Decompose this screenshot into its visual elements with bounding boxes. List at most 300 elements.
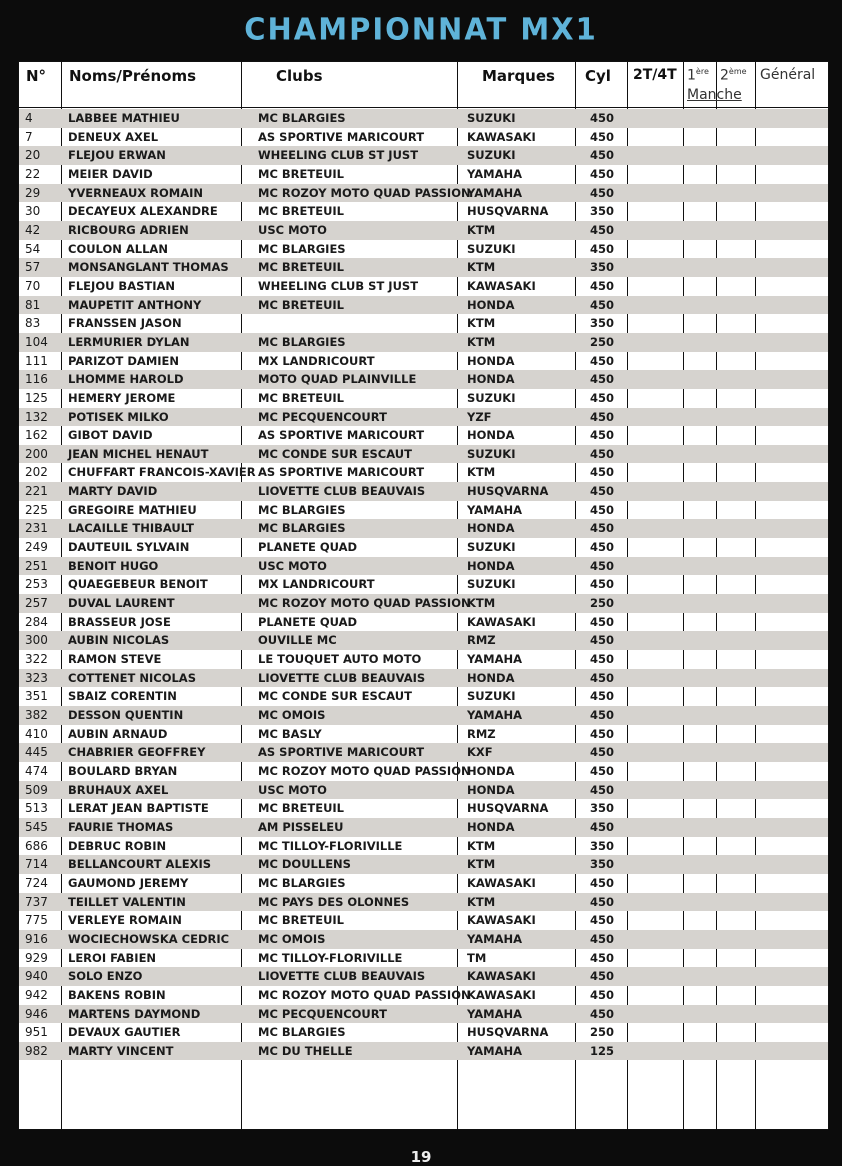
rider-name: GREGOIRE MATHIEU — [68, 502, 197, 517]
rider-brand: SUZUKI — [467, 577, 516, 592]
rider-number: 300 — [25, 633, 48, 648]
rider-number: 221 — [25, 484, 48, 499]
rider-number: 225 — [25, 502, 48, 517]
rider-club: MC CONDE SUR ESCAUT — [258, 689, 412, 704]
rider-name: POTISEK MILKO — [68, 409, 169, 424]
rider-brand: KAWASAKI — [467, 969, 536, 984]
rider-brand: KAWASAKI — [467, 129, 536, 144]
rider-number: 951 — [25, 1025, 48, 1040]
rider-club: WHEELING CLUB ST JUST — [258, 278, 419, 293]
rider-name: FLEJOU ERWAN — [68, 148, 166, 163]
table-row — [19, 519, 828, 538]
table-row — [19, 202, 828, 221]
table-row — [19, 893, 828, 912]
rider-cyl: 450 — [590, 446, 615, 461]
rider-number: 104 — [25, 334, 48, 349]
table-row — [19, 949, 828, 968]
rider-brand: KTM — [467, 334, 496, 349]
rider-name: LERMURIER DYLAN — [68, 334, 190, 349]
table-row — [19, 408, 828, 427]
rider-name: RICBOURG ADRIEN — [68, 222, 189, 237]
rider-name: DESSON QUENTIN — [68, 708, 184, 722]
rider-number: 323 — [25, 670, 48, 685]
rider-cyl: 450 — [590, 670, 615, 685]
table-row — [19, 165, 828, 184]
table-row — [19, 818, 828, 837]
table-row — [19, 538, 828, 557]
rider-name: SOLO ENZO — [68, 969, 143, 984]
table-row — [19, 930, 828, 949]
rider-club: WHEELING CLUB ST JUST — [258, 148, 419, 163]
rider-cyl: 450 — [590, 278, 615, 293]
rider-number: 916 — [25, 931, 48, 946]
rider-number: 322 — [25, 652, 48, 667]
rider-brand: HONDA — [467, 521, 515, 536]
table-row — [19, 911, 828, 930]
rider-club: PLANETE QUAD — [258, 614, 358, 629]
rider-brand: KTM — [467, 857, 496, 872]
rider-name: MAUPETIT ANTHONY — [68, 297, 202, 312]
rider-number: 929 — [25, 950, 48, 965]
rider-name: LABBEE MATHIEU — [68, 111, 180, 125]
rider-cyl: 450 — [590, 166, 615, 181]
rider-club: MC ROZOY MOTO QUAD PASSION — [258, 185, 471, 200]
rider-name: COULON ALLAN — [68, 241, 168, 256]
rider-cyl: 350 — [590, 260, 615, 275]
rider-name: VERLEYE ROMAIN — [68, 913, 182, 928]
rider-brand: YAMAHA — [467, 185, 522, 200]
rider-cyl: 450 — [590, 372, 615, 387]
table-row — [19, 370, 828, 389]
rider-cyl: 250 — [590, 596, 615, 611]
rider-club: USC MOTO — [258, 782, 327, 797]
table-row — [19, 352, 828, 371]
rider-number: 257 — [25, 596, 48, 611]
rider-club: MC BRETEUIL — [258, 390, 345, 405]
rider-brand: HONDA — [467, 763, 515, 778]
rider-cyl: 350 — [590, 316, 615, 331]
rider-brand: HONDA — [467, 297, 515, 312]
rider-club: AS SPORTIVE MARICOURT — [258, 465, 425, 480]
rider-brand: TM — [467, 950, 487, 965]
rider-name: DEBRUC ROBIN — [68, 838, 167, 853]
rider-number: 775 — [25, 913, 48, 928]
rider-cyl: 450 — [590, 297, 615, 312]
rider-cyl: 250 — [590, 1025, 615, 1040]
rider-brand: KAWASAKI — [467, 875, 536, 890]
rider-name: MEIER DAVID — [68, 166, 153, 181]
rider-number: 513 — [25, 801, 48, 816]
rider-name: COTTENET NICOLAS — [68, 670, 196, 685]
rider-name: DAUTEUIL SYLVAIN — [68, 540, 190, 555]
rider-brand: KAWASAKI — [467, 987, 536, 1002]
table-row — [19, 575, 828, 594]
rider-cyl: 450 — [590, 540, 615, 555]
rider-cyl: 125 — [590, 1043, 615, 1058]
rider-cyl: 450 — [590, 894, 615, 909]
rider-club: MC BRETEUIL — [258, 913, 345, 928]
table-row — [19, 706, 828, 725]
rider-name: FAURIE THOMAS — [68, 819, 174, 834]
rider-brand: KTM — [467, 222, 496, 237]
rider-number: 545 — [25, 819, 48, 834]
table-row — [19, 221, 828, 240]
rider-number: 942 — [25, 987, 48, 1002]
table-row — [19, 669, 828, 688]
rider-brand: KXF — [467, 745, 493, 760]
rider-number: 249 — [25, 540, 48, 555]
rider-cyl: 450 — [590, 614, 615, 629]
rider-number: 284 — [25, 614, 48, 629]
rider-club: OUVILLE MC — [258, 633, 337, 648]
rider-club: MC BLARGIES — [258, 521, 346, 536]
rider-cyl: 450 — [590, 185, 615, 200]
rider-name: BENOIT HUGO — [68, 558, 159, 573]
rider-number: 946 — [25, 1006, 48, 1021]
table-row — [19, 1023, 828, 1042]
rider-name: LACAILLE THIBAULT — [68, 521, 195, 536]
rider-cyl: 450 — [590, 913, 615, 928]
rider-cyl: 450 — [590, 353, 615, 368]
rider-name: AUBIN ARNAUD — [68, 726, 168, 741]
rider-name: BAKENS ROBIN — [68, 987, 166, 1002]
rider-club: AS SPORTIVE MARICOURT — [258, 745, 425, 760]
rider-club: AS SPORTIVE MARICOURT — [258, 129, 425, 144]
table-row — [19, 389, 828, 408]
rider-name: LHOMME HAROLD — [68, 372, 184, 387]
rider-brand: YAMAHA — [467, 1006, 522, 1021]
rider-cyl: 350 — [590, 857, 615, 872]
table-row — [19, 743, 828, 762]
rider-brand: SUZUKI — [467, 111, 516, 125]
rider-number: 4 — [25, 111, 33, 125]
page-number: 19 — [410, 1148, 432, 1166]
header-manche-1: 1ère — [687, 67, 709, 84]
table-row — [19, 445, 828, 464]
rider-brand: KTM — [467, 260, 496, 275]
rider-cyl: 450 — [590, 782, 615, 797]
rider-name: YVERNEAUX ROMAIN — [68, 185, 204, 200]
rider-name: FRANSSEN JASON — [68, 316, 182, 331]
rider-number: 111 — [25, 353, 48, 368]
table-row — [19, 855, 828, 874]
rider-club: MX LANDRICOURT — [258, 353, 375, 368]
table-row — [19, 426, 828, 445]
rider-name: WOCIECHOWSKA CEDRIC — [68, 931, 230, 946]
table-row — [19, 258, 828, 277]
rider-name: PARIZOT DAMIEN — [68, 353, 180, 368]
rider-brand: SUZUKI — [467, 148, 516, 163]
rider-name: MARTY VINCENT — [68, 1043, 174, 1058]
table-row — [19, 277, 828, 296]
table-row — [19, 333, 828, 352]
rider-brand: HONDA — [467, 819, 515, 834]
rider-brand: YAMAHA — [467, 931, 522, 946]
rider-number: 30 — [25, 204, 41, 219]
rider-club: MC BRETEUIL — [258, 260, 345, 275]
rider-brand: KTM — [467, 838, 496, 853]
rider-club: MOTO QUAD PLAINVILLE — [258, 372, 417, 387]
header-manche-2: 2ème — [720, 67, 747, 84]
table-row — [19, 874, 828, 893]
rider-name: SBAIZ CORENTIN — [68, 689, 177, 704]
table-row — [19, 594, 828, 613]
rider-club: MC PECQUENCOURT — [258, 409, 387, 424]
table-row — [19, 986, 828, 1005]
rider-number: 83 — [25, 316, 41, 331]
rider-cyl: 450 — [590, 222, 615, 237]
rider-brand: SUZUKI — [467, 446, 516, 461]
rider-brand: HONDA — [467, 558, 515, 573]
rider-name: BOULARD BRYAN — [68, 763, 178, 778]
rider-cyl: 450 — [590, 950, 615, 965]
rider-cyl: 350 — [590, 838, 615, 853]
rider-cyl: 350 — [590, 801, 615, 816]
rider-number: 125 — [25, 390, 48, 405]
rider-name: BELLANCOURT ALEXIS — [68, 857, 212, 872]
table-row — [19, 781, 828, 800]
rider-club: MC BRETEUIL — [258, 204, 345, 219]
rider-cyl: 450 — [590, 819, 615, 834]
rider-number: 253 — [25, 577, 48, 592]
page-title: CHAMPIONNAT MX1 — [244, 11, 598, 47]
header-general: Général — [760, 67, 816, 83]
rider-name: BRASSEUR JOSE — [68, 614, 171, 629]
rider-brand: HONDA — [467, 782, 515, 797]
table-row — [19, 631, 828, 650]
rider-brand: SUZUKI — [467, 390, 516, 405]
rider-cyl: 450 — [590, 726, 615, 741]
rider-number: 251 — [25, 558, 48, 573]
rider-brand: YZF — [467, 409, 492, 424]
header-divider — [19, 107, 828, 108]
rider-name: GIBOT DAVID — [68, 428, 153, 443]
rider-number: 351 — [25, 689, 48, 704]
rider-brand: HONDA — [467, 428, 515, 443]
rider-number: 200 — [25, 446, 48, 461]
rider-club: MC PECQUENCOURT — [258, 1006, 387, 1021]
rider-club: MC OMOIS — [258, 931, 326, 946]
rider-cyl: 350 — [590, 204, 615, 219]
rider-club: MC BLARGIES — [258, 111, 346, 125]
table-row — [19, 557, 828, 576]
rider-brand: YAMAHA — [467, 1043, 522, 1058]
rider-cyl: 450 — [590, 502, 615, 517]
rider-club: MC BRETEUIL — [258, 166, 345, 181]
rider-name: QUAEGEBEUR BENOIT — [68, 577, 208, 592]
rider-cyl: 450 — [590, 652, 615, 667]
table-row — [19, 482, 828, 501]
table-row — [19, 687, 828, 706]
table-row — [19, 314, 828, 333]
table-row — [19, 184, 828, 203]
rider-cyl: 450 — [590, 409, 615, 424]
rider-cyl: 450 — [590, 745, 615, 760]
rider-number: 686 — [25, 838, 48, 853]
rider-number: 202 — [25, 465, 48, 480]
rider-name: DUVAL LAURENT — [68, 596, 175, 611]
rider-brand: KAWASAKI — [467, 278, 536, 293]
rider-club: MC BLARGIES — [258, 241, 346, 256]
rider-name: LERAT JEAN BAPTISTE — [68, 801, 209, 816]
table-row — [19, 1005, 828, 1024]
rider-brand: KAWASAKI — [467, 614, 536, 629]
rider-brand: YAMAHA — [467, 708, 522, 722]
table-row — [19, 128, 828, 147]
table-row — [19, 296, 828, 315]
rider-club: LIOVETTE CLUB BEAUVAIS — [258, 969, 426, 984]
rider-club: USC MOTO — [258, 222, 327, 237]
header-club: Clubs — [276, 67, 323, 85]
rider-number: 410 — [25, 726, 48, 741]
rider-number: 29 — [25, 185, 41, 200]
header-stroke: 2T/4T — [633, 67, 677, 83]
rider-cyl: 450 — [590, 111, 615, 125]
header-brand: Marques — [482, 67, 555, 85]
rider-cyl: 450 — [590, 763, 615, 778]
table-row — [19, 463, 828, 482]
rider-brand: KTM — [467, 596, 496, 611]
table-row — [19, 146, 828, 165]
rider-club: AS SPORTIVE MARICOURT — [258, 428, 425, 443]
rider-club: MC ROZOY MOTO QUAD PASSION — [258, 987, 471, 1002]
rider-club: LIOVETTE CLUB BEAUVAIS — [258, 484, 426, 499]
table-row — [19, 967, 828, 986]
rider-cyl: 450 — [590, 1006, 615, 1021]
rider-club: MC BLARGIES — [258, 875, 346, 890]
rider-cyl: 450 — [590, 428, 615, 443]
rider-number: 714 — [25, 857, 48, 872]
rider-club: MC OMOIS — [258, 708, 326, 722]
rider-cyl: 450 — [590, 558, 615, 573]
rider-name: CHABRIER GEOFFREY — [68, 745, 206, 760]
rider-number: 22 — [25, 166, 41, 181]
rider-brand: HUSQVARNA — [467, 1025, 549, 1040]
rider-number: 940 — [25, 969, 48, 984]
rider-brand: YAMAHA — [467, 652, 522, 667]
rider-number: 7 — [25, 129, 33, 144]
rider-brand: HUSQVARNA — [467, 484, 549, 499]
riders-table — [18, 61, 829, 1130]
rider-name: CHUFFART FRANCOIS-XAVIER — [68, 465, 256, 480]
rider-name: HEMERY JEROME — [68, 390, 176, 405]
rider-brand: KTM — [467, 894, 496, 909]
rider-brand: KTM — [467, 465, 496, 480]
header-cyl: Cyl — [585, 67, 611, 85]
rider-cyl: 450 — [590, 969, 615, 984]
rider-cyl: 450 — [590, 521, 615, 536]
rider-number: 70 — [25, 278, 41, 293]
rider-club: MC CONDE SUR ESCAUT — [258, 446, 412, 461]
rider-cyl: 450 — [590, 931, 615, 946]
rider-club: LIOVETTE CLUB BEAUVAIS — [258, 670, 426, 685]
rider-club: MC ROZOY MOTO QUAD PASSION — [258, 596, 471, 611]
rider-club: MX LANDRICOURT — [258, 577, 375, 592]
rider-number: 20 — [25, 148, 41, 163]
rider-club: MC BASLY — [258, 726, 322, 741]
table-row — [19, 650, 828, 669]
rider-club: MC ROZOY MOTO QUAD PASSION — [258, 763, 471, 778]
rider-brand: RMZ — [467, 633, 496, 648]
rider-number: 57 — [25, 260, 41, 275]
rider-club: MC BLARGIES — [258, 334, 346, 349]
rider-club: MC PAYS DES OLONNES — [258, 894, 410, 909]
table-row — [19, 1042, 828, 1061]
rider-club: MC TILLOY-FLORIVILLE — [258, 838, 403, 853]
rider-name: FLEJOU BASTIAN — [68, 278, 176, 293]
rider-name: DECAYEUX ALEXANDRE — [68, 204, 218, 219]
rider-cyl: 450 — [590, 633, 615, 648]
rider-club: MC BRETEUIL — [258, 297, 345, 312]
rider-brand: SUZUKI — [467, 689, 516, 704]
rider-cyl: 450 — [590, 708, 615, 722]
rider-brand: YAMAHA — [467, 502, 522, 517]
table-row — [19, 762, 828, 781]
table-row — [19, 240, 828, 259]
rider-name: TEILLET VALENTIN — [68, 894, 186, 909]
rider-brand: HONDA — [467, 670, 515, 685]
rider-brand: SUZUKI — [467, 241, 516, 256]
rider-club: MC TILLOY-FLORIVILLE — [258, 950, 403, 965]
table-row — [19, 725, 828, 744]
rider-cyl: 450 — [590, 129, 615, 144]
rider-number: 132 — [25, 409, 48, 424]
rider-club: LE TOUQUET AUTO MOTO — [258, 652, 422, 667]
table-row — [19, 837, 828, 856]
rider-name: RAMON STEVE — [68, 652, 162, 667]
rider-club: MC DU THELLE — [258, 1043, 353, 1058]
rider-number: 724 — [25, 875, 48, 890]
rider-club: MC BLARGIES — [258, 1025, 346, 1040]
rider-brand: KTM — [467, 316, 496, 331]
rider-brand: SUZUKI — [467, 540, 516, 555]
rider-brand: HONDA — [467, 353, 515, 368]
rider-number: 382 — [25, 708, 48, 722]
rider-club: AM PISSELEU — [258, 819, 344, 834]
table-row — [19, 613, 828, 632]
rider-number: 509 — [25, 782, 48, 797]
rider-club: MC BLARGIES — [258, 502, 346, 517]
rider-club: PLANETE QUAD — [258, 540, 358, 555]
rider-name: DEVAUX GAUTIER — [68, 1025, 181, 1040]
rider-name: LEROI FABIEN — [68, 950, 157, 965]
rider-cyl: 450 — [590, 577, 615, 592]
header-num: N° — [26, 67, 47, 85]
rider-brand: RMZ — [467, 726, 496, 741]
header-name: Noms/Prénoms — [69, 67, 197, 85]
table-row — [19, 109, 828, 128]
rider-cyl: 450 — [590, 987, 615, 1002]
rider-number: 231 — [25, 521, 48, 536]
rider-name: AUBIN NICOLAS — [68, 633, 170, 648]
rider-club: USC MOTO — [258, 558, 327, 573]
rider-number: 474 — [25, 763, 48, 778]
rider-number: 162 — [25, 428, 48, 443]
rider-number: 982 — [25, 1043, 48, 1058]
rider-cyl: 450 — [590, 484, 615, 499]
rider-name: DENEUX AXEL — [68, 129, 159, 144]
table-row — [19, 501, 828, 520]
rider-number: 54 — [25, 241, 41, 256]
rider-name: MARTY DAVID — [68, 484, 158, 499]
rider-list — [19, 109, 828, 1060]
rider-cyl: 450 — [590, 241, 615, 256]
rider-brand: HUSQVARNA — [467, 801, 549, 816]
rider-number: 737 — [25, 894, 48, 909]
rider-number: 116 — [25, 372, 48, 387]
rider-brand: KAWASAKI — [467, 913, 536, 928]
rider-name: JEAN MICHEL HENAUT — [68, 446, 209, 461]
